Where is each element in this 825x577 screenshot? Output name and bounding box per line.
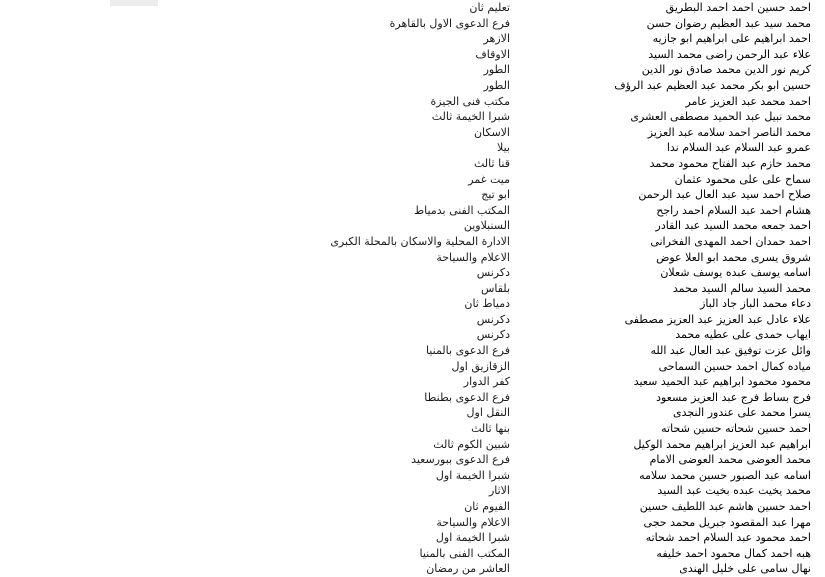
person-name: هبه احمد كمال محمود احمد خليفه (656, 546, 811, 560)
department: مكتب فنى الجيزة (430, 94, 510, 108)
person-name: احمد ابراهيم على ابراهيم ابو جازيه (652, 32, 811, 46)
department: العاشر من رمضان (426, 562, 510, 576)
department: شبرا الخيمة اول (435, 468, 510, 482)
list-item (0, 187, 825, 203)
person-name: علاء عادل عبد العزيز عبد العزيز مصطفى (624, 312, 811, 326)
person-name: حسين ابو بكر محمد عبد العظيم عبد الرؤف (614, 78, 811, 92)
list-item (0, 546, 825, 562)
person-name: كريم نور الدين محمد صادق نور الدين (641, 63, 811, 77)
list-item (0, 109, 825, 125)
person-name: فرج بساط فرج عبد العزيز مسعود (656, 390, 811, 404)
department: فرع الدعوى بطنطا (424, 390, 510, 404)
department: السنبلاوين (463, 219, 510, 233)
person-name: محمد يخيت عبده بخيت عبد السيد (657, 484, 811, 498)
department: شبين الكوم ثالث (433, 437, 510, 451)
department: قنا ثالث (474, 156, 510, 170)
person-name: محمد سيد عبد العظيم رضوان حسن (646, 16, 811, 30)
department: النقل اول (466, 406, 510, 420)
list-item (0, 62, 825, 78)
person-name: سماح على على محمود عثمان (674, 172, 811, 186)
person-name: احمد حسين هاشم عبد اللطيف حسين (639, 500, 811, 513)
person-name: هشام احمد عبد السلام احمد راجح (656, 203, 811, 217)
list-item (0, 374, 825, 390)
person-name: احمد حسين شحاته حسين شحاته (661, 422, 811, 436)
person-name: محمد الناصر احمد سلامه عبد العزيز (647, 125, 811, 139)
person-name: عمرو عبد السلام عبد السلام ندا (666, 141, 811, 155)
person-name: صلاح احمد سيد عبد العال عبد الرحمن (638, 188, 811, 202)
list-item (0, 16, 825, 32)
department: شبرا الخيمة ثالث (431, 110, 510, 124)
list-item (0, 78, 825, 94)
person-name: مياده كمال احمد حسين السماحى (658, 359, 811, 373)
department: بيلا (497, 141, 510, 155)
department: الاعلام والسياحة (436, 515, 510, 529)
department: المكتب الفنى بالمنيا (419, 546, 510, 560)
department: الاسكان (473, 125, 510, 139)
person-name: مهرا عبد المقصود جبريل محمد حجى (643, 515, 811, 529)
list-item (0, 281, 825, 297)
department: كفر الدوار (463, 375, 510, 389)
list-item (0, 515, 825, 531)
department: ابو تيج (481, 188, 510, 202)
list-item (0, 437, 825, 453)
department: الاثار (488, 484, 510, 498)
person-name: محمد نبيل عبد الحميد مصطفى العشرى (630, 110, 811, 124)
person-name: محمد السيد سالم السيد محمد (672, 281, 811, 295)
department: بنها ثالث (471, 422, 510, 436)
person-name: احمد جمعه محمد السيد عبد القادر (655, 219, 811, 233)
list-item (0, 530, 825, 546)
person-name: شروق يسرى محمد ابو العلا عوض (656, 250, 811, 264)
department: فرع الدعوى الاول بالقاهرة (389, 16, 510, 30)
department: الاوقاف (475, 47, 510, 61)
list-item (0, 156, 825, 172)
department: تعليم ثان (469, 1, 510, 14)
person-name: دعاء محمد الباز جاد الباز (700, 297, 811, 311)
department: الاعلام والسياحة (436, 250, 510, 264)
list-item (0, 218, 825, 234)
department: الطور (483, 78, 510, 92)
department: الازهر (483, 32, 510, 46)
list-item (0, 405, 825, 421)
department: الفيوم ثان (464, 500, 510, 513)
list-item (0, 234, 825, 250)
person-name: احمد محمد عبد العزيز عامر (685, 94, 811, 108)
person-name: نهال سامى على خليل الهندى (679, 562, 811, 576)
list-item (0, 31, 825, 47)
department: دمياط ثان (464, 297, 510, 311)
list-item (0, 421, 825, 437)
department: المكتب الفنى بدمياط (414, 203, 510, 217)
department: دكرنس (476, 312, 510, 326)
department: فرع الدعوى بالمنيا (425, 344, 510, 358)
list-item (0, 561, 825, 577)
department: الزقازيق اول (451, 359, 510, 373)
department: دكرنس (476, 328, 510, 342)
list-item (0, 452, 825, 468)
department: فرع الدعوى ببورسعيد (411, 453, 510, 467)
list-item (0, 390, 825, 406)
person-name: محمد حازم عبد الفتاح محمود محمد (649, 156, 811, 170)
person-name: محمود محمود ابراهيم عبد الحميد سعيد (633, 375, 811, 389)
list-item (0, 483, 825, 499)
list-item (0, 0, 825, 16)
list-item (0, 265, 825, 281)
person-name: اسامه يوسف عبده يوسف شعلان (660, 266, 811, 280)
department: الادارة المحلية والاسكان بالمحلة الكبرى (330, 234, 510, 248)
department: بلقاس (480, 281, 510, 295)
person-name: احمد محمود عبد السلام احمد شحاته (645, 531, 811, 545)
list-item (0, 359, 825, 375)
list-item (0, 468, 825, 484)
person-name: علاء عبد الرحمن راضى محمد السيد (648, 47, 811, 61)
person-name: اسامه عبد الصبور حسين محمد سلامه (639, 468, 811, 482)
list-item (0, 250, 825, 266)
department: الطور (483, 63, 510, 77)
department: ميت غمر (468, 172, 510, 186)
person-name: ايهاب حمدى على عطيه محمد (675, 328, 811, 342)
list-item (0, 499, 825, 515)
list-item (0, 94, 825, 110)
list-item (0, 312, 825, 328)
person-name: وائل عزت توفيق عبد العال عبد الله (650, 344, 811, 358)
person-name: احمد حسين احمد احمد البطريق (665, 1, 811, 14)
person-name: يسرا محمد على عندور النجدى (673, 406, 811, 420)
person-name: احمد حمدان احمد المهدى الفخرانى (650, 234, 811, 248)
department: شبرا الخيمة اول (435, 531, 510, 545)
list-item (0, 140, 825, 156)
list-item (0, 327, 825, 343)
list-item (0, 47, 825, 63)
list-item (0, 125, 825, 141)
list-item (0, 296, 825, 312)
list-item (0, 203, 825, 219)
list-item (0, 343, 825, 359)
person-name: ابراهيم عبد العزيز ابراهيم محمد الوكيل (633, 437, 811, 451)
person-name: محمد العوضى محمد العوضى الامام (649, 453, 811, 467)
department: دكرنس (476, 266, 510, 280)
list-item (0, 172, 825, 188)
